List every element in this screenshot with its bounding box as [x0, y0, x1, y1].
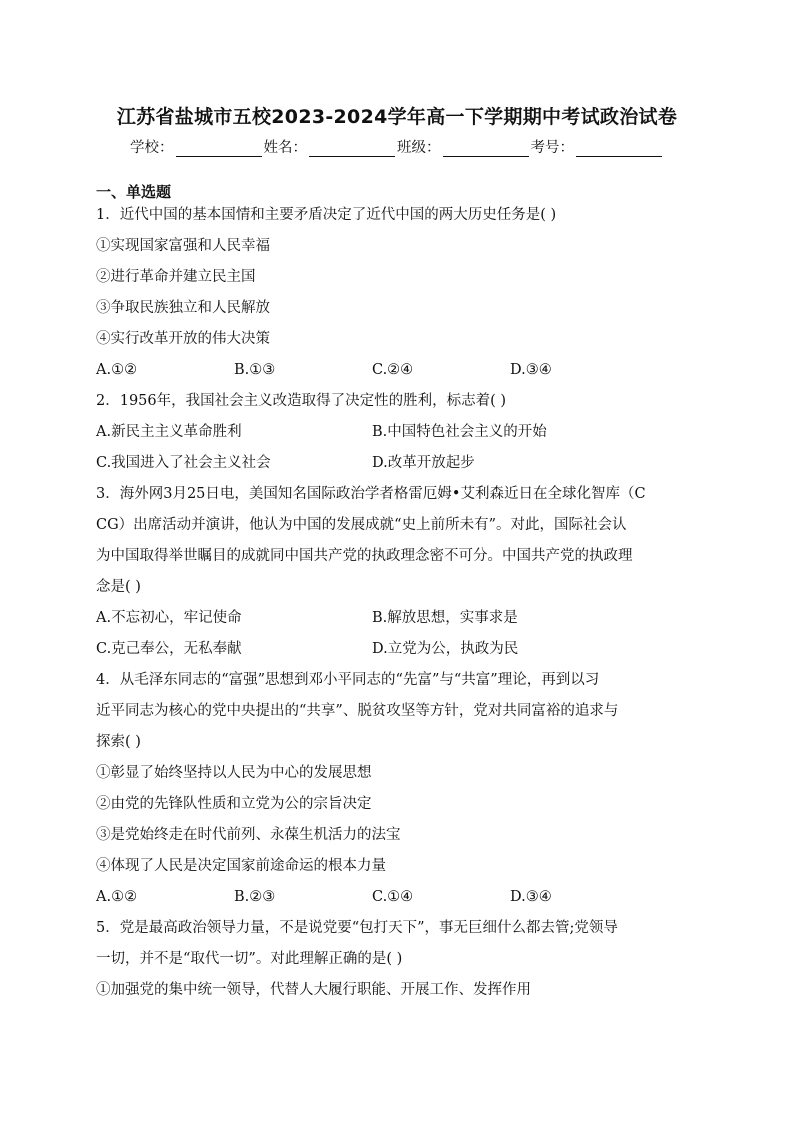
exam-number-blank[interactable] — [576, 140, 662, 157]
option-c[interactable]: C.克己奉公，无私奉献 — [96, 641, 242, 657]
question-4-item: ①彰显了始终坚持以人民为中心的发展思想 — [96, 765, 372, 781]
section-heading: 一、单选题 — [96, 183, 172, 201]
class-label: 班级： — [397, 140, 441, 156]
page-title: 江苏省盐城市五校2023-2024学年高一下学期期中考试政治试卷 — [116, 106, 678, 128]
question-1-item: ①实现国家富强和人民幸福 — [96, 238, 270, 254]
option-d[interactable]: D.③④ — [510, 889, 552, 905]
question-1-options — [96, 359, 700, 390]
exam-number-field — [531, 136, 665, 157]
option-d[interactable]: D.立党为公，执政为民 — [372, 641, 519, 657]
option-c[interactable]: C.②④ — [372, 362, 414, 378]
option-d[interactable]: D.改革开放起步 — [372, 455, 475, 471]
question-2-options-row1 — [96, 421, 700, 452]
question-4-options — [96, 886, 700, 917]
question-5-item: ①加强党的集中统一领导，代替人大履行职能、开展工作、发挥作用 — [96, 982, 531, 998]
option-b[interactable]: B.①③ — [234, 362, 276, 378]
option-b[interactable]: B.②③ — [234, 889, 276, 905]
question-1-item: ④实行改革开放的伟大决策 — [96, 331, 270, 347]
question-2-stem: 2．1956年，我国社会主义改造取得了决定性的胜利，标志着( ) — [96, 393, 507, 409]
name-label: 姓名： — [263, 140, 307, 156]
option-b[interactable]: B.中国特色社会主义的开始 — [372, 424, 547, 440]
exam-number-label: 考号： — [530, 140, 574, 156]
question-2-options-row2 — [96, 452, 700, 483]
option-a[interactable]: A.①② — [96, 889, 138, 905]
question-4-line: 近平同志为核心的党中央提出的“共享”、脱贫攻坚等方针，党对共同富裕的追求与 — [96, 703, 619, 719]
option-a[interactable]: A.①② — [96, 362, 138, 378]
option-c[interactable]: C.①④ — [372, 889, 414, 905]
option-c[interactable]: C.我国进入了社会主义社会 — [96, 455, 271, 471]
question-5-line: 一切，并不是“取代一切”。对此理解正确的是( ) — [96, 951, 403, 967]
question-3-options-row2 — [96, 638, 700, 669]
option-b[interactable]: B.解放思想，实事求是 — [372, 610, 518, 626]
question-3-options-row1 — [96, 607, 700, 638]
question-1-item: ③争取民族独立和人民解放 — [96, 300, 270, 316]
option-d[interactable]: D.③④ — [510, 362, 552, 378]
question-4-item: ④体现了人民是决定国家前途命运的根本力量 — [96, 858, 386, 874]
question-4-line: 4．从毛泽东同志的“富强”思想到邓小平同志的“先富”与“共富”理论，再到以习 — [96, 672, 600, 688]
school-field — [130, 136, 264, 157]
name-blank[interactable] — [309, 140, 395, 157]
question-4-item: ②由党的先锋队性质和立党为公的宗旨决定 — [96, 796, 372, 812]
question-3-line: 3．海外网3月25日电，美国知名国际政治学者格雷厄姆•艾利森近日在全球化智库（C — [96, 486, 646, 502]
option-a[interactable]: A.不忘初心，牢记使命 — [96, 610, 242, 626]
question-5-line: 5．党是最高政治领导力量，不是说党要“包打天下”，事无巨细什么都去管;党领导 — [96, 920, 618, 936]
questions — [96, 204, 700, 1010]
name-field — [264, 136, 398, 157]
question-3-line: 念是( ) — [96, 579, 141, 595]
question-3-line: CG）出席活动并演讲，他认为中国的发展成就“史上前所未有”。对此，国际社会认 — [96, 517, 627, 533]
question-4-line: 探索( ) — [96, 734, 141, 750]
school-blank[interactable] — [176, 140, 262, 157]
question-1-item: ②进行革命并建立民主国 — [96, 269, 256, 285]
student-info-row — [0, 136, 794, 157]
question-3-line: 为中国取得举世瞩目的成就同中国共产党的执政理念密不可分。中国共产党的执政理 — [96, 548, 633, 564]
class-field — [397, 136, 531, 157]
class-blank[interactable] — [443, 140, 529, 157]
question-4-item: ③是党始终走在时代前列、永葆生机活力的法宝 — [96, 827, 401, 843]
question-1-stem: 1．近代中国的基本国情和主要矛盾决定了近代中国的两大历史任务是( ) — [96, 207, 557, 223]
option-a[interactable]: A.新民主主义革命胜利 — [96, 424, 242, 440]
school-label: 学校： — [130, 140, 174, 156]
